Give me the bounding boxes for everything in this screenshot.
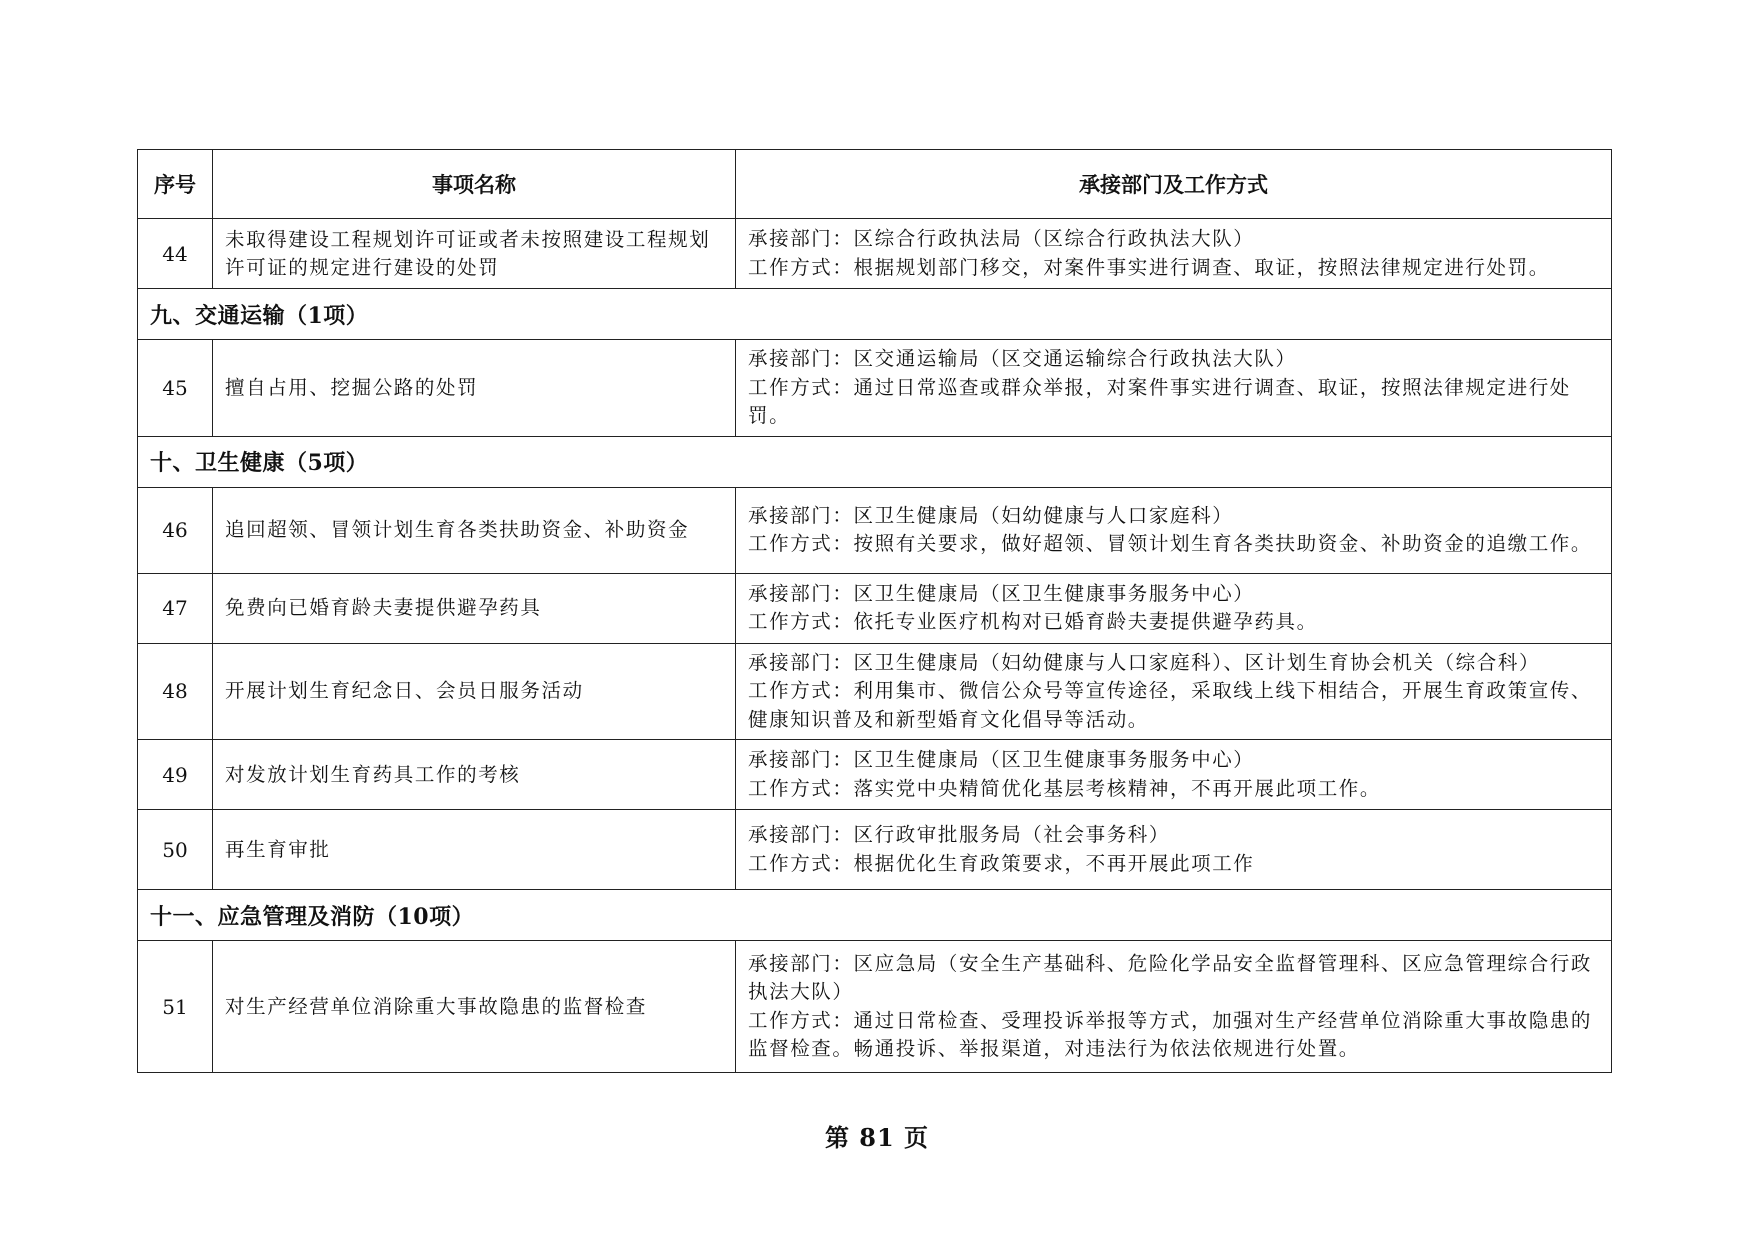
row-dept: 承接部门：区卫生健康局（妇幼健康与人口家庭科）、区计划生育协会机关（综合科） bbox=[748, 650, 1541, 674]
header-num: 序号 bbox=[138, 150, 213, 219]
row-item-name: 对发放计划生育药具工作的考核 bbox=[213, 740, 736, 810]
row-dept: 承接部门：区综合行政执法局（区综合行政执法大队） bbox=[748, 227, 1255, 250]
table-row bbox=[138, 340, 1612, 437]
section-title: 九、交通运输（1项） bbox=[138, 289, 1612, 340]
row-num: 48 bbox=[138, 643, 213, 740]
row-num: 49 bbox=[138, 740, 213, 810]
row-item-name: 免费向已婚育龄夫妻提供避孕药具 bbox=[213, 573, 736, 643]
section-title: 十一、应急管理及消防（10项） bbox=[138, 890, 1612, 941]
table-row bbox=[138, 643, 1612, 740]
row-dept-cell bbox=[736, 487, 1612, 573]
row-dept: 承接部门：区卫生健康局（区卫生健康事务服务中心） bbox=[748, 581, 1255, 605]
row-dept-cell bbox=[736, 340, 1612, 437]
row-dept-cell bbox=[736, 643, 1612, 740]
row-dept: 承接部门：区卫生健康局（区卫生健康事务服务中心） bbox=[748, 748, 1255, 771]
row-method: 工作方式：依托专业医疗机构对已婚育龄夫妻提供避孕药具。 bbox=[748, 610, 1318, 633]
row-item-name: 开展计划生育纪念日、会员日服务活动 bbox=[213, 643, 736, 740]
section-row-transport bbox=[138, 289, 1612, 340]
row-dept: 承接部门：区行政审批服务局（社会事务科） bbox=[748, 823, 1171, 846]
row-dept: 承接部门：区交通运输局（区交通运输综合行政执法大队） bbox=[748, 347, 1297, 370]
table-header-row bbox=[138, 150, 1612, 219]
row-dept: 承接部门：区应急局（安全生产基础科、危险化学品安全监督管理科、区应急管理综合行政执法大队） bbox=[748, 951, 1593, 1003]
row-method: 工作方式：通过日常巡查或群众举报，对案件事实进行调查、取证，按照法律规定进行处罚。 bbox=[748, 375, 1571, 427]
row-item-name: 擅自占用、挖掘公路的处罚 bbox=[213, 340, 736, 437]
section-row-emergency bbox=[138, 890, 1612, 941]
table-row bbox=[138, 941, 1612, 1073]
row-num: 47 bbox=[138, 573, 213, 643]
row-dept-cell bbox=[736, 740, 1612, 810]
row-method: 工作方式：通过日常检查、受理投诉举报等方式，加强对生产经营单位消除重大事故隐患的监督检查。畅通投诉、举报渠道，对违法行为依法依规进行处置。 bbox=[748, 1008, 1593, 1060]
row-num: 46 bbox=[138, 487, 213, 573]
row-dept-cell bbox=[736, 941, 1612, 1073]
section-title: 十、卫生健康（5项） bbox=[138, 436, 1612, 487]
table-row bbox=[138, 573, 1612, 643]
section-row-health bbox=[138, 436, 1612, 487]
page-number: 第 81 页 bbox=[824, 1123, 930, 1152]
row-dept-cell bbox=[736, 219, 1612, 289]
header-dept: 承接部门及工作方式 bbox=[736, 150, 1612, 219]
table-row bbox=[138, 219, 1612, 289]
row-item-name: 未取得建设工程规划许可证或者未按照建设工程规划许可证的规定进行建设的处罚 bbox=[213, 219, 736, 289]
row-method: 工作方式：根据规划部门移交，对案件事实进行调查、取证，按照法律规定进行处罚。 bbox=[748, 255, 1550, 279]
table-row bbox=[138, 810, 1612, 890]
row-num: 45 bbox=[138, 340, 213, 437]
row-item-name: 对生产经营单位消除重大事故隐患的监督检查 bbox=[213, 941, 736, 1073]
header-name: 事项名称 bbox=[213, 150, 736, 219]
row-num: 51 bbox=[138, 941, 213, 1073]
table-row bbox=[138, 740, 1612, 810]
row-dept: 承接部门：区卫生健康局（妇幼健康与人口家庭科） bbox=[748, 503, 1234, 527]
row-dept-cell bbox=[736, 810, 1612, 890]
items-table bbox=[137, 149, 1612, 1073]
row-num: 50 bbox=[138, 810, 213, 890]
row-item-name: 追回超领、冒领计划生育各类扶助资金、补助资金 bbox=[213, 487, 736, 573]
row-method: 工作方式：根据优化生育政策要求，不再开展此项工作 bbox=[748, 851, 1255, 875]
row-item-name: 再生育审批 bbox=[213, 810, 736, 890]
row-method: 工作方式：落实党中央精简优化基层考核精神，不再开展此项工作。 bbox=[748, 776, 1382, 800]
row-method: 工作方式：利用集市、微信公众号等宣传途径，采取线上线下相结合，开展生育政策宣传、健康知识普及和新型婚育文化倡导等活动。 bbox=[748, 679, 1593, 731]
row-dept-cell bbox=[736, 573, 1612, 643]
row-method: 工作方式：按照有关要求，做好超领、冒领计划生育各类扶助资金、补助资金的追缴工作。 bbox=[748, 532, 1593, 555]
row-num: 44 bbox=[138, 219, 213, 289]
table-row bbox=[138, 487, 1612, 573]
